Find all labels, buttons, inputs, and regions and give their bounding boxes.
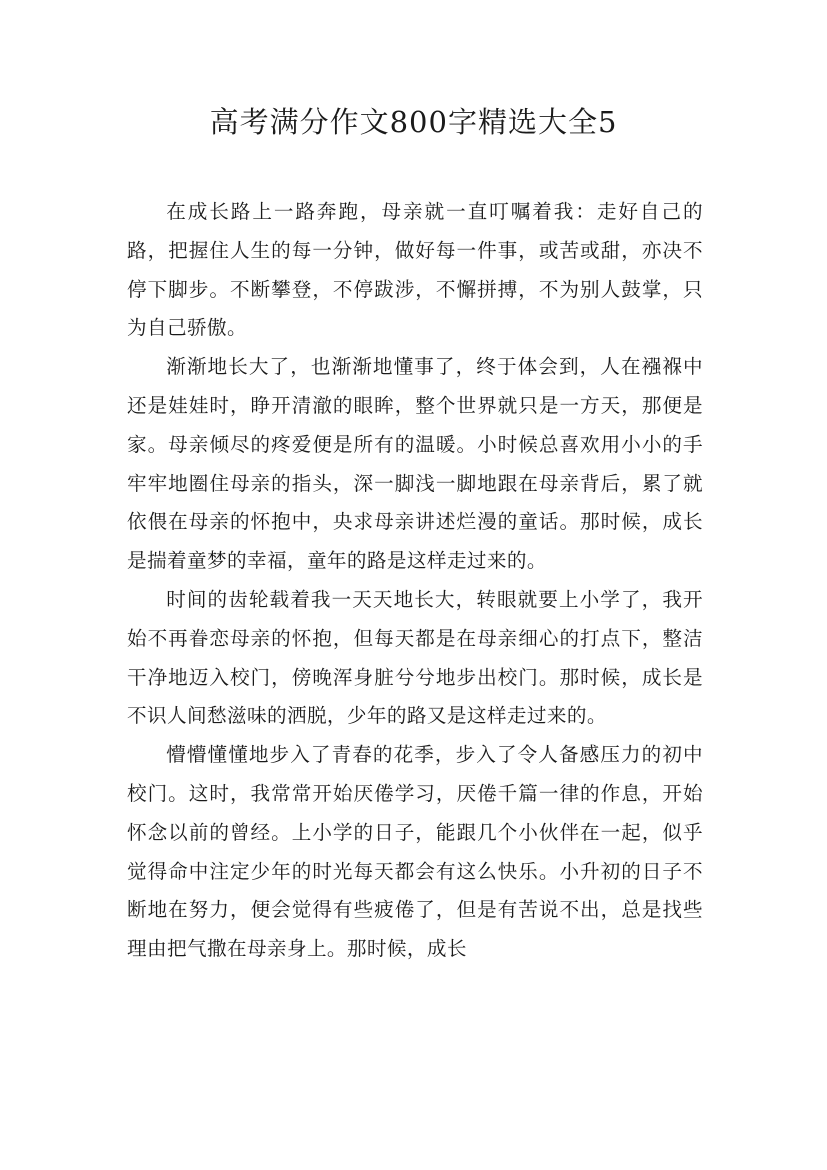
document-title: 高考满分作文800字精选大全5 xyxy=(209,105,618,139)
paragraph: 在成长路上一路奔跑，母亲就一直叮嘱着我：走好自己的路，把握住人生的每一分钟，做好每一件事，或苦或甜，亦决不停下脚步。不断攀登，不停跋涉，不懈拼搏，不为别人鼓掌，只为自己骄傲。 xyxy=(127,200,703,340)
paragraph: 时间的齿轮载着我一天天地长大，转眼就要上小学了，我开始不再眷恋母亲的怀抱，但每天都是在母亲细心的打点下，整洁干净地迈入校门，傍晚浑身脏兮兮地步出校门。那时候，成长是不识人间愁滋味的洒脱，少年的路又是这样走过来的。 xyxy=(127,587,703,728)
document-body xyxy=(127,193,703,969)
paragraph: 懵懵懂懂地步入了青春的花季，步入了令人备感压力的初中校门。这时，我常常开始厌倦学习，厌倦千篇一律的作息，开始怀念以前的曾经。上小学的日子，能跟几个小伙伴在一起，似乎觉得命中注定少年的时光每天都会有这么快乐。小升初的日子不断地在努力，便会觉得有些疲倦了，但是有苦说不出，总是找些理由把气撒在母亲身上。那时候，成长 xyxy=(127,743,703,961)
paragraph: 渐渐地长大了，也渐渐地懂事了，终于体会到，人在襁褓中还是娃娃时，睁开清澈的眼眸，整个世界就只是一方天，那便是家。母亲倾尽的疼爱便是所有的温暖。小时候总喜欢用小小的手牢牢地圈住母亲的指头，深一脚浅一脚地跟在母亲背后，累了就依偎在母亲的怀抱中，央求母亲讲述烂漫的童话。那时候，成长是揣着童梦的幸福，童年的路是这样走过来的。 xyxy=(127,355,703,573)
